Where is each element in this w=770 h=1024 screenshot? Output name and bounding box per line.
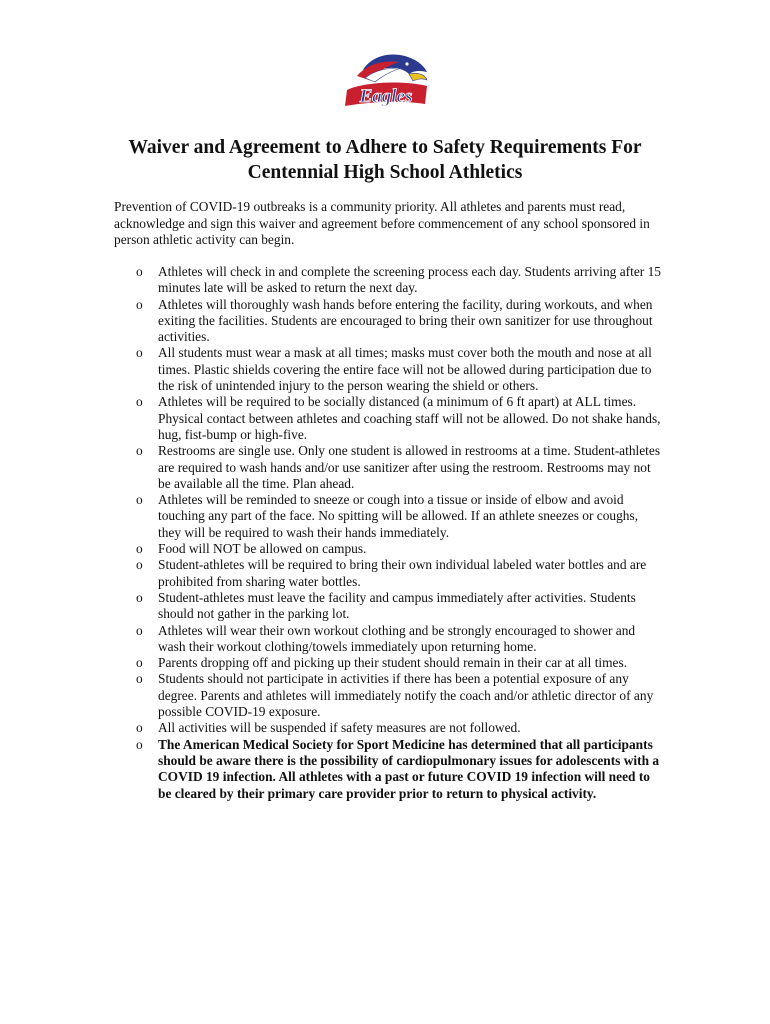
bullet-marker: o (136, 720, 143, 736)
list-item-text: Athletes will wear their own workout clothing and be strongly encouraged to shower and wash their workout clothing/towels immediately upon returning home. (158, 622, 636, 654)
list-item (114, 297, 662, 346)
list-item (114, 443, 662, 492)
bullet-marker: o (136, 492, 143, 508)
list-item-text: Student-athletes will be required to bring their own individual labeled water bottles and are prohibited from sharing water bottles. (158, 557, 647, 589)
bullet-marker: o (136, 589, 143, 605)
list-item-text: All activities will be suspended if safety measures are not followed. (158, 720, 521, 736)
requirements-list (114, 264, 662, 802)
list-item-text: Athletes will thoroughly wash hands before entering the facility, during workouts, and when exiting the facilities. Students are encouraged to bring their own sanitizer for use throughout activities. (158, 296, 653, 345)
list-item (114, 655, 662, 671)
bullet-marker: o (136, 736, 143, 752)
list-item (114, 737, 662, 802)
title-line-2: Centennial High School Athletics (247, 162, 523, 183)
bullet-marker: o (136, 296, 143, 312)
list-item (114, 590, 662, 623)
list-item (114, 264, 662, 297)
list-item (114, 345, 662, 394)
list-item-text: Parents dropping off and picking up their student should remain in their car at all times. (158, 655, 628, 671)
bullet-marker: o (136, 264, 143, 279)
list-item-text: Restrooms are single use. Only one student is allowed in restrooms at a time. Student-athletes are required to wash hands and/or use sanitizer after using the restroom. Restrooms may not be available all the time. Plan ahead. (158, 443, 661, 491)
bullet-marker: o (136, 671, 143, 687)
bullet-marker: o (136, 541, 143, 557)
list-item (114, 541, 662, 557)
list-item (114, 492, 662, 541)
bullet-marker: o (136, 345, 143, 361)
eagles-logo (343, 50, 429, 108)
eagle-beak (409, 73, 427, 81)
list-item-text: Athletes will be reminded to sneeze or cough into a tissue or inside of elbow and avoid touching any part of the face. No spitting will be allowed. If an athlete sneezes or coughs, they will be required to wash their hands immediately. (158, 492, 639, 540)
list-item (114, 623, 662, 656)
list-item (114, 394, 662, 443)
title-line-1: Waiver and Agreement to Adhere to Safety Requirements For (128, 137, 642, 158)
list-item-text: Food will NOT be allowed on campus. (158, 541, 367, 557)
list-item-text: Athletes will check in and complete the screening process each day. Students arriving after 15 minutes late will be asked to return the next day. (158, 264, 661, 296)
list-item-text: Students should not participate in activities if there has been a potential exposure of any degree. Parents and athletes will immediately notify the coach and/or athletic director of any possible COVID-19 exposure. (158, 671, 654, 720)
list-item-text: Athletes will be required to be socially distanced (a minimum of 6 ft apart) at ALL times. Physical contact between athletes and coaching staff will not be allowed. Do not shake hands, hug, fist-bump or high-five. (158, 394, 661, 442)
list-item (114, 671, 662, 720)
document-title (60, 135, 710, 185)
bullet-marker: o (136, 443, 143, 459)
bullet-marker: o (136, 655, 143, 671)
list-item-text: The American Medical Society for Sport Medicine has determined that all participants should be aware there is the possibility of cardiopulmonary issues for adolescents with a COVID 19 infection. All athletes with a past or future COVID 19 infection will need to be cleared by their primary care provider prior to return to physical activity. (158, 736, 660, 801)
bullet-marker: o (136, 394, 143, 410)
eagle-eye (405, 62, 408, 65)
bullet-marker: o (136, 622, 143, 638)
list-item-text: All students must wear a mask at all times; masks must cover both the mouth and nose at all times. Plastic shields covering the entire face will not be allowed during participation due to the risk of unintended injury to the person wearing the shield or others. (158, 345, 652, 394)
list-item (114, 720, 662, 736)
intro-paragraph: Prevention of COVID-19 outbreaks is a community priority. All athletes and parents must read, acknowledge and sign this waiver and agreement before commencement of any school sponsored in person athletic activity can begin. (114, 199, 650, 247)
logo-wordmark: Eagles (359, 86, 413, 107)
list-item (114, 557, 662, 590)
bullet-marker: o (136, 557, 143, 573)
list-item-text: Student-athletes must leave the facility and campus immediately after activities. Students should not gather in the parking lot. (158, 589, 636, 622)
